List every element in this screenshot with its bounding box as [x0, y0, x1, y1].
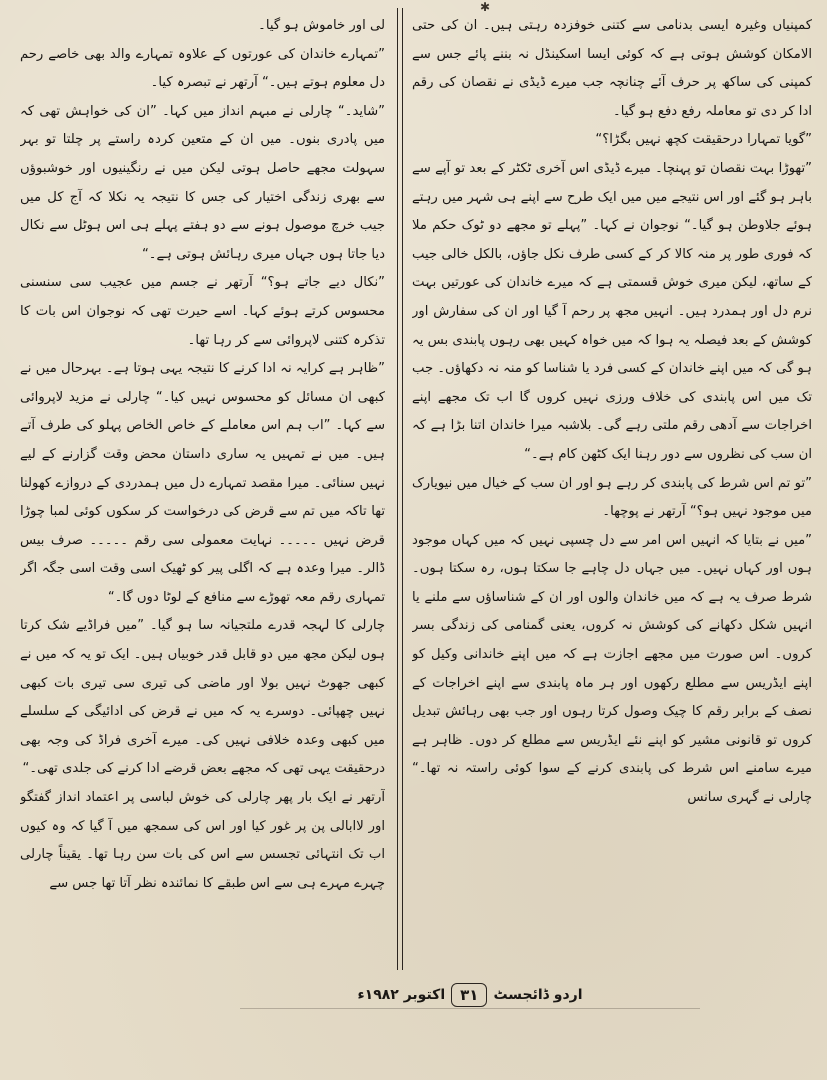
paragraph: ”تمہارے خاندان کی عورتوں کے علاوہ تمہارے والد بھی خاصے رحم دل معلوم ہوتے ہیں۔“ آرتھر نے تبصرہ کیا۔: [20, 46, 385, 91]
paragraph: ”تو تم اس شرط کی پابندی کر رہے ہو اور ان سب کے خیال میں نیویارک میں موجود نہیں ہو؟“ آرتھر نے پوچھا۔: [412, 475, 812, 520]
page-number: ۳۱: [451, 983, 487, 1007]
paragraph: کمپنیاں وغیرہ ایسی بدنامی سے کتنی خوفزدہ رہتی ہیں۔ ان کی حتی الامکان کوشش ہوتی ہے کہ کوئی ایسا اسکینڈل نہ بننے پائے جس سے کمپنی کی ساکھ پر حرف آئے چنانچہ جب میرے ڈیڈی نے نقصان کی رقم ادا کر دی تو معاملہ رفع دفع ہو گیا۔: [412, 18, 812, 119]
paragraph: ”میں نے بتایا کہ انہیں اس امر سے دل چسپی نہیں کہ میں کہاں موجود ہوں اور کہاں نہیں۔ میں جہاں دل چاہے جا سکتا ہوں، رہ سکتا ہوں۔ شرط صرف یہ ہے کہ میں خاندان والوں اور ان کے شناساؤں سے ملنے یا انہیں شکل دکھانے کی کوشش نہ کروں، یعنی گمنامی کی زندگی بسر کروں۔ اس صورت میں مجھے اجازت ہے کہ میں اپنے خاندانی وکیل کو اپنے ایڈریس سے مطلع رکھوں اور ہر ماہ پابندی سے اپنے اخراجات کے نصف کے برابر رقم کا چیک وصول کرتا رہوں اور جب بھی رہائش تبدیل کروں تو قانونی مشیر کو اپنے نئے ایڈریس سے مطلع کر دوں۔ ظاہر ہے میرے سامنے اس شرط کی پابندی کرنے کے سوا کوئی راستہ نہ تھا۔“ چارلی نے گہری سانس: [412, 532, 812, 806]
paragraph: چارلی کا لہجہ قدرے ملتجیانہ سا ہو گیا۔ ”میں فراڈیے شک کرتا ہوں لیکن مجھ میں دو قابل قدر خوبیاں ہیں۔ ایک تو یہ کہ میں نے کبھی جھوٹ نہیں بولا اور ماضی کی تیری سی تیری بات کبھی نہیں چھپائی۔ دوسرے یہ کہ میں نے قرض کی ادائیگی کے سلسلے میں کبھی وعدہ خلافی نہیں کی۔ میرے آخری فراڈ کی وجہ بھی درحقیقت یہی تھی کہ مجھے بعض قرضے ادا کرنے کی جلدی تھی۔“: [20, 618, 385, 777]
paragraph: آرتھر نے ایک بار پھر چارلی کی خوش لباسی پر اعتماد انداز گفتگو اور لاابالی پن پر غور کیا اور اس کی سمجھ میں آ گیا کہ وہ کیوں اب تک انتہائی تجسس سے اس کی بات سن رہا تھا۔ یقیناً چارلی چہرے مہرے ہی سے اس طبقے کا نمائندہ نظر آتا تھا جس سے: [20, 790, 385, 891]
paragraph: ”تھوڑا بہت نقصان تو پہنچا۔ میرے ڈیڈی اس آخری ٹکٹر کے بعد تو آپے سے باہر ہو گئے اور اس نتیجے میں میں ایک طرح سے اپنے ہی شہر میں رہتے ہوئے جلاوطن ہو گیا۔“ نوجوان نے کہا۔ ”پہلے تو مجھے دو ٹوک حکم ملا کہ فوری طور پر منہ کالا کر کے کسی طرف نکل جاؤں، بالکل خالی جیب کے ساتھ، لیکن میری خوش قسمتی ہے کہ میرے خاندان کی عورتیں بہت نرم دل اور ہمدرد ہیں۔ انہیں مجھ پر رحم آ گیا اور ان کی سفارش اور کوشش کے بعد فیصلہ یہ ہوا کہ میں خواہ کہیں بھی رہوں پابندی بس یہ ہو گی کہ میں اپنے خاندان کے کسی فرد یا شناسا کو منہ نہ دکھاؤں۔ جب تک میں اس پابندی کی خلاف ورزی نہیں کروں گا اب تک مجھے اپنے اخراجات سے آدھی رقم ملتی رہے گی۔ بلاشبہ میرا خاندان اتنا بڑا ہے کہ ان سب کی نظروں سے دور رہنا ایک کٹھن کام ہے۔“: [412, 160, 812, 462]
footer-rule: [240, 1008, 700, 1009]
paragraph: ”نکال دیے جاتے ہو؟“ آرتھر نے جسم میں عجیب سی سنسنی محسوس کرتے ہوئے کہا۔ اسے حیرت تھی کہ نوجوان اس بات کا تذکرہ کتنی لاپروائی سے کر رہا تھا۔: [20, 275, 385, 348]
page-footer: [240, 980, 700, 1010]
paragraph: ”ظاہر ہے کرایہ نہ ادا کرنے کا نتیجہ یہی ہوتا ہے۔ بہرحال میں نے کبھی ان مسائل کو محسوس نہیں کیا۔“ چارلی نے مزید لاپروائی سے کہا۔ ”اب ہم اس معاملے کے خاص الخاص پہلو کی طرف آتے ہیں۔ میں نے تمہیں یہ ساری داستان محض وقت گزارنے کے لیے نہیں سنائی۔ میرا مقصد تمہارے دل میں ہمدردی کے دروازے کھولنا تھا تاکہ میں تم سے قرض کی درخواست کر سکوں کوئی لمبا چوڑا قرض نہیں ۔۔۔۔۔ نہایت معمولی سی رقم ۔۔۔۔۔ صرف بیس ڈالر۔ میرا وعدہ ہے کہ اگلی پیر کو ٹھیک اسی وقت اسی جگہ اگر تمہاری رقم معہ تھوڑے سے منافع کے لوٹا دوں گا۔“: [20, 361, 385, 605]
column-divider: [397, 8, 398, 970]
paragraph: ”گویا تمہارا درحقیقت کچھ نہیں بگڑا؟“: [595, 132, 812, 148]
column-divider: [402, 8, 403, 970]
corner-mark: ✱: [479, 0, 491, 14]
paragraph: لی اور خاموش ہو گیا۔: [258, 18, 385, 33]
right-column: [412, 12, 812, 967]
paragraph: ”شاید۔“ چارلی نے مبہم انداز میں کہا۔ ”ان کی خواہش تھی کہ میں پادری بنوں۔ میں ان کے متعین کردہ راستے پر چلتا تو بہر سہولت مجھے حاصل ہوتی لیکن میں نے رنگینیوں اور خوشبوؤں سے بھری زندگی اختیار کی جس کا نتیجہ یہ نکلا کہ آج کل میں جیب خرچ موصول ہونے سے دو ہفتے پہلے ہی اس ہوٹل سے نکال دیا جاتا ہوں جہاں میری رہائش ہوتی ہے۔“: [20, 103, 385, 262]
left-column: [20, 12, 385, 967]
issue-date: اکتوبر ۱۹۸۲ء: [357, 987, 446, 1003]
magazine-name: اردو ڈائجسٹ: [493, 987, 583, 1003]
